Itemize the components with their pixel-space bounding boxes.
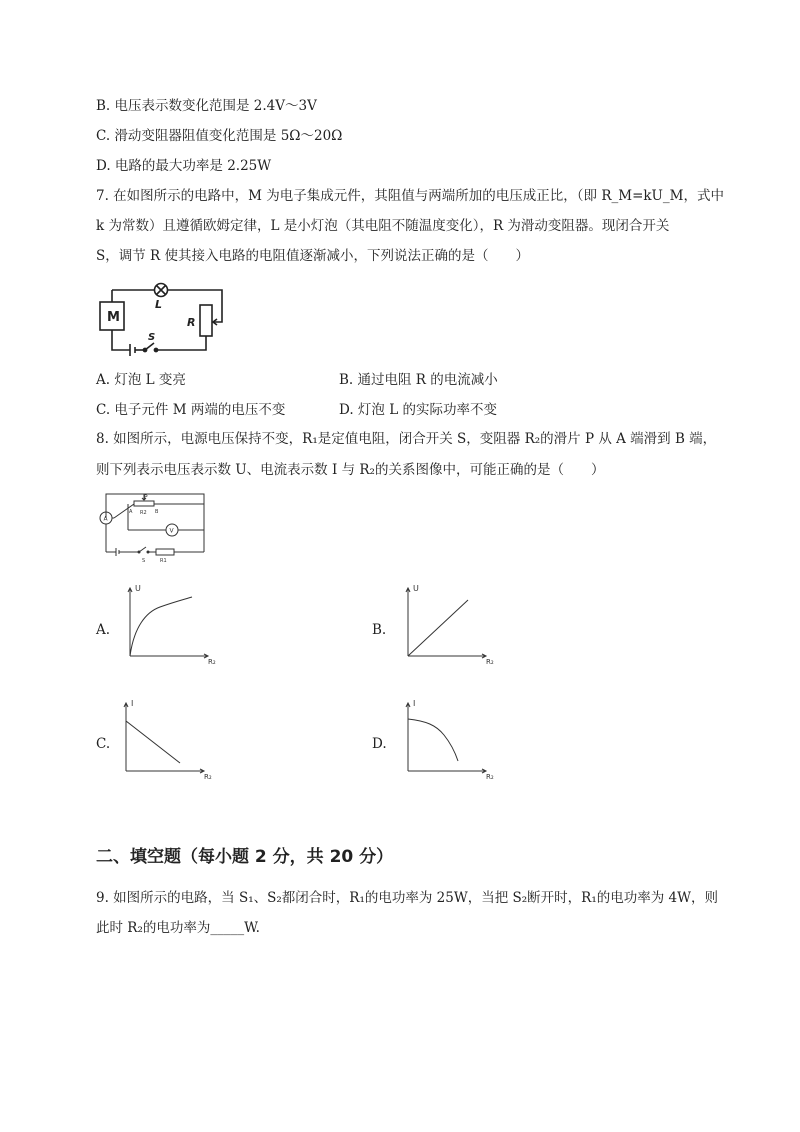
q8-stem-line2: 则下列表示电压表示数 U、电流表示数 I 与 R₂的关系图像中，可能正确的是（ ）	[96, 462, 605, 478]
q7-option-a: A. 灯泡 L 变亮	[96, 372, 186, 388]
q8-label-r1: R1	[160, 558, 167, 564]
q7-label-l: L	[155, 298, 163, 311]
q8-graph-b	[398, 582, 498, 666]
q8-ammeter-label: A	[103, 515, 108, 523]
q8-voltmeter-label: V	[169, 527, 174, 535]
q8-graph-d	[398, 697, 498, 781]
q7-label-s: S	[148, 332, 156, 343]
q6-option-d: D. 电路的最大功率是 2.25W	[96, 158, 272, 174]
q8-label-b-end: B	[155, 509, 159, 515]
q8-graph-b-y-label: U	[413, 584, 419, 593]
q7-option-d: D. 灯泡 L 的实际功率不变	[339, 402, 497, 418]
q8-label-p: P	[144, 494, 148, 501]
q7-stem-line3: S，调节 R 使其接入电路的电阻值逐渐减小，下列说法正确的是（ ）	[96, 248, 529, 264]
q8-graph-a-y-label: U	[135, 584, 141, 593]
section-title: 二、填空题（每小题 2 分，共 20 分）	[96, 847, 394, 867]
q7-option-b: B. 通过电阻 R 的电流减小	[339, 372, 498, 388]
q8-graph-c	[116, 697, 216, 781]
q8-label-a-end: A	[129, 509, 133, 515]
q8-graph-c-y-label: I	[131, 699, 134, 708]
q8-stem-line1: 8. 如图所示，电源电压保持不变，R₁是定值电阻，闭合开关 S，变阻器 R₂的滑片 P 从 A 端滑到 B 端，	[96, 431, 717, 447]
q8-graph-a	[120, 582, 220, 666]
q8-graph-a-label: A.	[96, 622, 111, 638]
q8-graph-b-x-label: R₂	[486, 658, 494, 666]
q9-stem-line1: 9. 如图所示的电路，当 S₁、S₂都闭合时，R₁的电功率为 25W，当把 S₂断开时，R₁的电功率为 4W，则	[96, 890, 718, 906]
q7-stem-line2: k 为常数）且遵循欧姆定律，L 是小灯泡（其电阻不随温度变化），R 为滑动变阻器。现闭合开关	[96, 218, 670, 234]
q9-stem-line2: 此时 R₂的电功率为_____W.	[96, 920, 260, 936]
q6-option-b: B. 电压表示数变化范围是 2.4V～3V	[96, 98, 317, 114]
q6-option-c: C. 滑动变阻器阻值变化范围是 5Ω～20Ω	[96, 128, 343, 144]
q8-graph-d-x-label: R₂	[486, 773, 494, 781]
q8-circuit-diagram	[98, 490, 210, 566]
q8-graph-c-label: C.	[96, 736, 111, 752]
q8-label-s: S	[142, 558, 146, 564]
q7-option-c: C. 电子元件 M 两端的电压不变	[96, 402, 286, 418]
q7-stem-line1: 7. 在如图所示的电路中，M 为电子集成元件，其阻值与两端所加的电压成正比，（即 R_M=kU_M，式中	[96, 188, 725, 204]
q8-label-r2: R2	[140, 510, 147, 516]
q8-graph-d-label: D.	[372, 736, 387, 752]
q7-label-r: R	[187, 316, 196, 329]
q8-graph-d-y-label: I	[413, 699, 416, 708]
q8-graph-a-x-label: R₂	[208, 658, 216, 666]
q7-circuit-diagram	[96, 280, 236, 360]
q7-label-m: M	[107, 310, 120, 325]
q8-graph-c-x-label: R₂	[204, 773, 212, 781]
q8-graph-b-label: B.	[372, 622, 387, 638]
